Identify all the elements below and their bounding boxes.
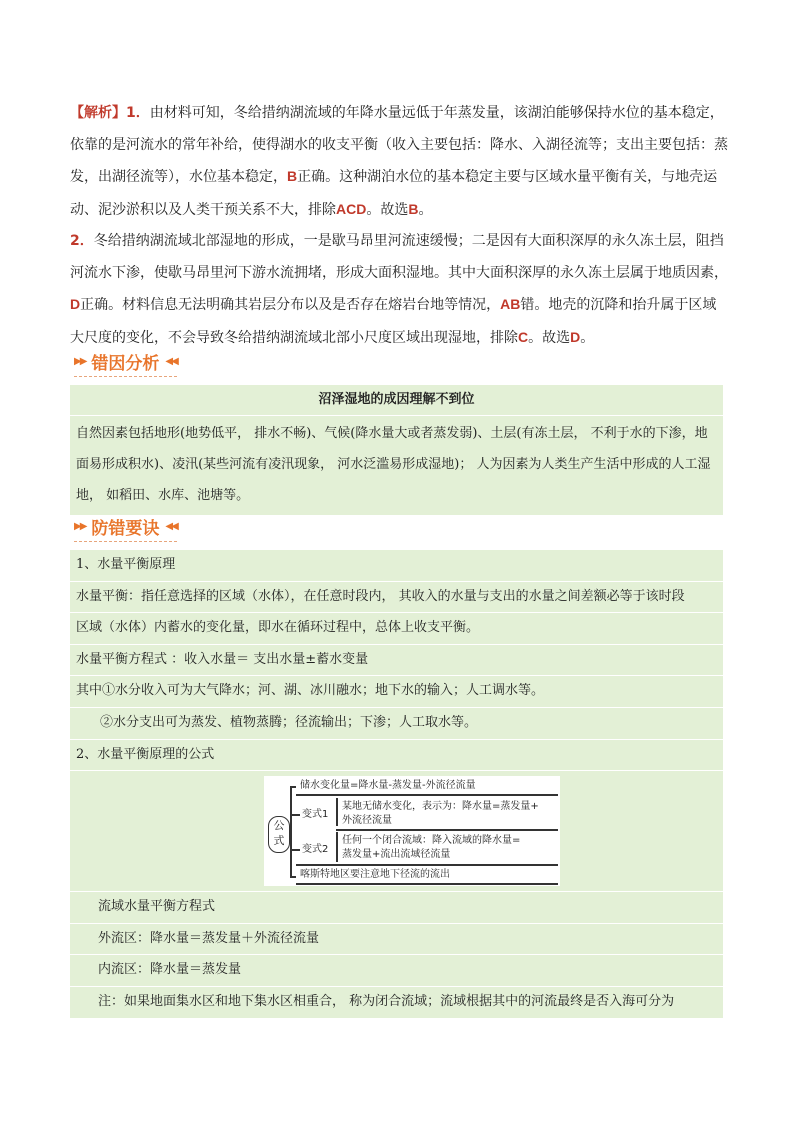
tips-row: 注：如果地面集水区和地下集水区相重合， 称为闭合流域；流域根据其中的河流最终是否入海可分为 [98, 993, 675, 1009]
q2-excluded-c: C [518, 328, 529, 345]
section-heading-prevention-tips [74, 513, 177, 542]
q2-wrong-ab: AB [500, 296, 521, 312]
tips-row: 区域（水体）内蓄水的变化量，即水在循环过程中，总体上收支平衡。 [70, 613, 723, 645]
variant-1-line-2: 外流径流量 [342, 815, 392, 827]
box-title: 沼泽湿地的成因理解不到位 [70, 385, 723, 416]
variant-2-line-2: 蒸发量+流出流域径流量 [342, 849, 451, 861]
error-cause-box [70, 385, 723, 515]
variant-1-line-1: 某地无储水变化，表示为：降水量=蒸发量+ [342, 801, 539, 813]
tips-box [70, 550, 723, 1018]
formula-root-node: 公式 [268, 816, 290, 853]
q2-text-g: 。故选 [528, 329, 571, 346]
tips-row: 1、水量平衡原理 [70, 550, 723, 582]
arrow-left-icon: ◀◀ [165, 355, 177, 367]
q2-number: 2． [70, 233, 94, 249]
section-heading-error-analysis [74, 348, 177, 377]
q2-text-a: 冬给措纳湖流域北部湿地的形成，一是歇马昂里河流速缓慢；二是因有大面积深厚的永久冻土层，阻挡河流水下渗，使歇马昂里河下游水流拥堵，形成大面积湿地。其中大面积深厚的永久冻土层属于地质因素， [70, 233, 728, 281]
q2-answer-d: D [70, 296, 81, 312]
analysis-section [70, 98, 730, 354]
q1-answer-b: B [287, 168, 298, 184]
tips-row: 水量平衡：指任意选择的区域（水体），在任意时段内， 其收入的水量与支出的水量之间差额必等于该时段 [70, 582, 723, 614]
formula-figure-row [70, 771, 723, 892]
tips-row: 其中①水分收入可为大气降水；河、湖、冰川融水；地下水的输入；人工调水等。 [70, 676, 723, 708]
analysis-q1 [70, 98, 730, 226]
q2-final-answer: D [570, 328, 581, 345]
formula-main: 储水变化量=降水量-蒸发量-外流径流量 [300, 780, 476, 792]
section-title: 错因分析 [91, 353, 160, 374]
box-body: 自然因素包括地形(地势低平， 排水不畅)、气候(降水量大或者蒸发弱)、土层(有冻土层， 不利于水的下渗，地面易形成积水)、凌汛(某些河流有凌汛现象， 河水泛滥易形成湿地)； 人为因素为人类生产生活中形成的人工湿地， 如稻田、水库、池塘等。 [76, 426, 711, 503]
tips-row: 内流区：降水量＝蒸发量 [70, 955, 723, 987]
tips-row: 流域水量平衡方程式 [70, 892, 723, 924]
variant-1-label: 变式1 [302, 809, 329, 821]
arrow-right-icon: ▶▶ [74, 355, 86, 367]
tips-row: 外流区：降水量＝蒸发量＋外流径流量 [70, 924, 723, 956]
tips-row: ②水分支出可为蒸发、植物蒸腾；径流输出；下渗；人工取水等。 [70, 708, 723, 740]
tips-row: 2、水量平衡原理的公式 [70, 740, 723, 772]
q1-text-e: 。故选 [366, 201, 409, 218]
tips-row: 水量平衡方程式 ：收入水量＝ 支出水量±蓄水变量 [70, 645, 723, 677]
analysis-tag: 【解析】 [70, 105, 126, 121]
q2-text-i: 。 [580, 329, 595, 346]
q1-text-a: 由材料可知，冬给措纳湖流域的年降水量远低于年蒸发量，该湖泊能够保持水位的基本稳定，依靠的是河流水的常年补给，使得湖水的收支平衡（收入主要包括：降水、入湖径流等；支出主要包括：蒸发，出湖径流等），水位基本稳定， [70, 105, 728, 185]
analysis-q2 [70, 226, 730, 354]
q1-number: 1． [126, 105, 150, 121]
arrow-left-icon: ◀◀ [165, 520, 177, 532]
section-title: 防错要诀 [91, 518, 160, 539]
arrow-right-icon: ▶▶ [74, 520, 86, 532]
q1-text-g: 。 [418, 201, 433, 218]
q1-final-answer: B [408, 200, 419, 217]
variant-2-line-1: 任何一个闭合流域：降入流域的降水量= [342, 835, 521, 847]
formula-note: 喀斯特地区要注意地下径流的流出 [300, 869, 450, 881]
q1-excluded: ACD [336, 200, 367, 217]
q1-text-c: 正确。这种湖泊水位的基本稳定主要与区域水量平衡有关，与地壳运动、泥沙淤积以及人类干预关系不大，排除 [70, 169, 718, 218]
q2-text-c: 正确。材料信息无法明确其岩层分布以及是否存在熔岩台地等情况， [80, 297, 501, 313]
formula-diagram [264, 776, 560, 886]
variant-2-label: 变式2 [302, 844, 329, 856]
q2-text-e: 错。地壳的沉降和抬升属于区域大尺度的变化，不会导致冬给措纳湖流域北部小尺度区域出现湿地，排除 [70, 297, 717, 346]
